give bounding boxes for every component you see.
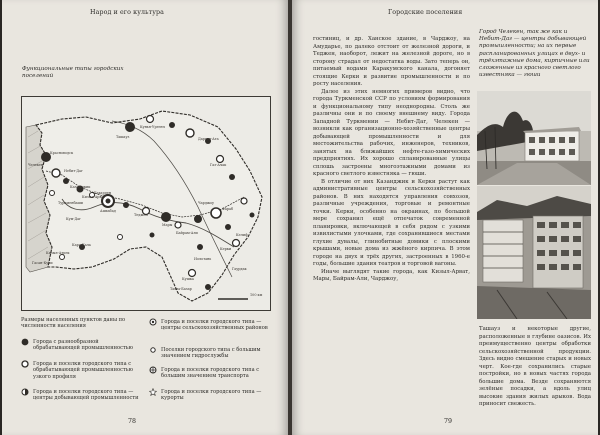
map-label: Кизыл-Арват (82, 195, 106, 199)
small-ring-icon (149, 346, 157, 354)
paragraph: Иначе выглядят такие города, как Кизыл-Арват, Мары, Байрам-Али, Чарджоу, (313, 268, 470, 282)
turkmenistan-settlement-map (21, 96, 271, 311)
legend-item: Города и поселки городского типа с большим значением транспорта (149, 367, 271, 380)
left-page-number: 78 (128, 418, 137, 425)
ring-icon (21, 360, 29, 368)
right-page (292, 0, 598, 435)
map-label: Гаурдак (232, 267, 247, 271)
photo-apartment-blocks (477, 186, 591, 319)
left-running-head: Народ и его культура (90, 9, 165, 16)
left-page (2, 0, 288, 435)
photo-caption: Город Челекен, так же как и Небит-Даг — центры добывающей промышленности; на их первые распланированных улицах в двух- и трёхэтажные дома, кирпичные или сложенные из красного светлого известняка — гюши (479, 29, 590, 79)
map-label: Небит-Даг (64, 169, 83, 173)
map-label: Иолотань (194, 257, 212, 261)
paragraph: Далее из этих немногих примеров видно, что города Туркменской ССР по условиям формирования и функциональному типу неоднородны. Столь же различны они и по своему внешнему виду. Города Западной Туркмении — Небит-Даг, Челекен — возникли как организационно-хозяйственные центры добывающей промышленности и для местожительства рабочих, инженеров, техников, занятых на ближайших нефте-газо-химических предприятиях. Их хорошо спланированные улицы сплошь застроены многоэтажными домами из красного светлого известняка — гюши. (313, 88, 470, 177)
main-text-column (313, 36, 470, 284)
legend-item: Города и поселки городского типа — центры добывающей промышленности (21, 389, 143, 402)
map-label: Тахта-Базар (170, 287, 192, 291)
legend-item: Города и поселки городского типа с обрабатывающей промышленностью узкого профиля (21, 361, 143, 380)
map-label: Кушка (182, 277, 194, 281)
paragraph: гостиниц, и др. Ханское здание, в Чарджоу, на Амударье, по далеко отстоит от железной дороги, и Теджен, наоборот, лежит на железной дороге, но в сторону страдал от недостатка воды. Зато теперь он, питаемый водами Каракумского канала, догоняет стоящие Керки и развитие промышленности и по росту населения. (313, 36, 470, 87)
map-label: Байрам-Али (176, 231, 198, 235)
map-label: Фараб (222, 207, 234, 211)
map-label: Кунья-Ургенч (140, 125, 165, 129)
map-label: Теджен (134, 213, 148, 217)
cross-ring-icon (149, 366, 157, 374)
map-label: Келиф (236, 233, 248, 237)
map-label: Кум-Даг (66, 217, 81, 221)
map-label: Челекен (28, 163, 44, 167)
dot-ring-icon (149, 318, 157, 326)
filled-circle-icon (21, 338, 29, 346)
paragraph: В отличие от них Казанджик и Керки растут как административные центры сельскохозяйственных районов. В них находятся управления совхозов, различные учреждения, торговые и ремонтные точки. Керки, особенно на окраинах, по большой мере сохранил ещё отпечаток современной планировки, включающей в себя рядом с узкими извилистыми улочками, где сохранившиеся местами глухие дувалы, глинобитные домики с плоскими крышами, новые дома из жжёного кирпича. В этом городе на двух и трёх других, застроенных в 1960-е годы, большие здания театров и торговой вагоны. (313, 178, 470, 267)
legend-title: Размеры населенных пунктов даны по численности населения (21, 317, 126, 330)
map-label: Туркменбаши (58, 201, 83, 205)
map-label: Красноводск (50, 151, 74, 155)
map-label: Ташауз (116, 135, 130, 139)
map-label: Керки (220, 247, 232, 251)
map-label: Газ-Ачак (210, 163, 227, 167)
half-circle-icon (21, 388, 29, 396)
map-label: Дарган-Ата (198, 137, 219, 141)
map-label: Мары (162, 223, 173, 227)
map-scale-label: 100 км (250, 293, 263, 297)
map-label: Кизыл-Атрек (46, 251, 70, 255)
below-photo-text: Ташауз и некоторые другие, расположенные в глубине оазисов. Их преимущественно центры обработки сельскохозяйственной продукции. Здесь видно смешение старых и новых черт. Кое-где сохранились старые постройки, но в новых частях города большие дома. Везде сохраняются зелёные посадки, а вдоль улиц высокие здания жилых арыков. Вода приносит свежесть. (479, 326, 591, 407)
map-label: Чарджоу (198, 201, 215, 205)
map-label: Гасан-Кули (32, 261, 53, 265)
legend-item: Города и поселки городского типа — курорты (149, 389, 271, 402)
map-label: Казанджик (70, 185, 91, 189)
map-label: Ашхабад (100, 209, 116, 213)
star-icon (149, 388, 157, 396)
map-label: Бахарден (94, 191, 111, 195)
right-running-head: Городские поселения (388, 9, 463, 16)
legend-item: Города и поселки городского типа — центры сельскохозяйственных районов (149, 319, 271, 332)
map-caption: Функциональные типы городских поселений (22, 66, 124, 79)
right-page-number: 79 (444, 418, 453, 425)
map-label: Кара-Кала (72, 243, 91, 247)
legend-item: Поселки городского типа с большим значением гидрослужбы (149, 347, 271, 360)
photo-street-buildings (477, 91, 591, 185)
legend-item: Города с разнообразной обрабатывающей промышленностью (21, 339, 143, 352)
